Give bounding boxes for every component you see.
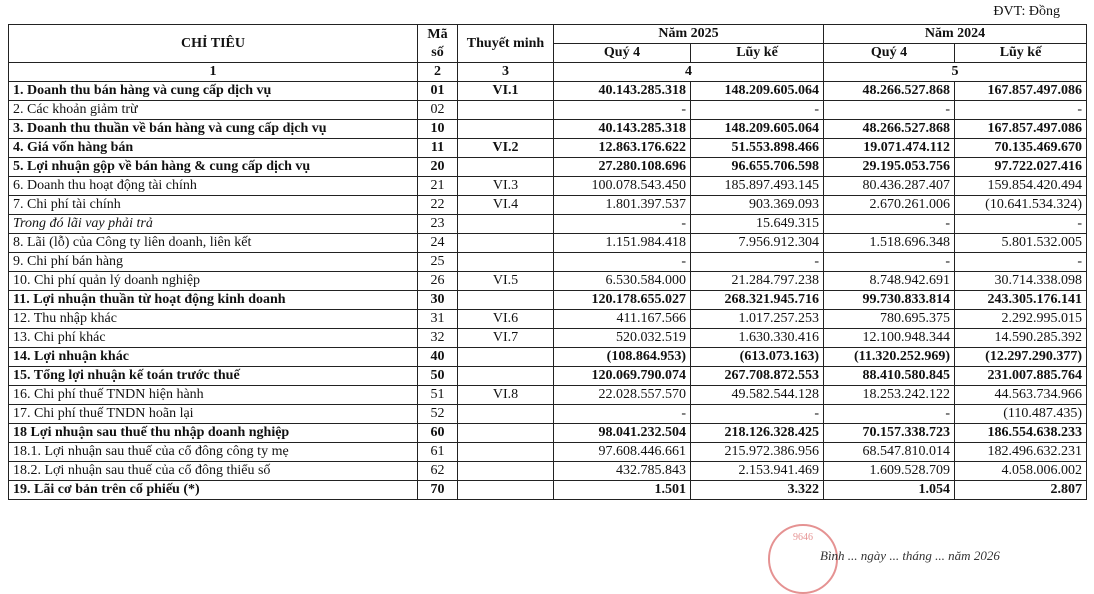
row-label: 6. Doanh thu hoạt động tài chính bbox=[9, 177, 418, 196]
row-lk-2025: 51.553.898.466 bbox=[691, 139, 824, 158]
table-row bbox=[9, 234, 1087, 253]
row-q4-2024: 8.748.942.691 bbox=[824, 272, 955, 291]
row-note bbox=[458, 291, 554, 310]
row-lk-2025: 49.582.544.128 bbox=[691, 386, 824, 405]
table-row bbox=[9, 272, 1087, 291]
row-lk-2025: 903.369.093 bbox=[691, 196, 824, 215]
row-label: 14. Lợi nhuận khác bbox=[9, 348, 418, 367]
row-note bbox=[458, 443, 554, 462]
row-q4-2025: - bbox=[554, 253, 691, 272]
row-code: 01 bbox=[418, 82, 458, 101]
row-lk-2025: 96.655.706.598 bbox=[691, 158, 824, 177]
row-lk-2025: 218.126.328.425 bbox=[691, 424, 824, 443]
row-label: 15. Tổng lợi nhuận kế toán trước thuế bbox=[9, 367, 418, 386]
row-q4-2024: 48.266.527.868 bbox=[824, 120, 955, 139]
row-code: 11 bbox=[418, 139, 458, 158]
row-q4-2024: 18.253.242.122 bbox=[824, 386, 955, 405]
row-note: VI.1 bbox=[458, 82, 554, 101]
row-label: 10. Chi phí quản lý doanh nghiệp bbox=[9, 272, 418, 291]
row-label: 7. Chi phí tài chính bbox=[9, 196, 418, 215]
row-lk-2024: - bbox=[955, 215, 1087, 234]
row-lk-2025: 21.284.797.238 bbox=[691, 272, 824, 291]
row-code: 51 bbox=[418, 386, 458, 405]
index-col-4: 4 bbox=[554, 63, 824, 82]
index-col-1: 1 bbox=[9, 63, 418, 82]
row-lk-2025: 148.209.605.064 bbox=[691, 120, 824, 139]
row-note: VI.7 bbox=[458, 329, 554, 348]
row-lk-2024: - bbox=[955, 101, 1087, 120]
row-q4-2025: 120.069.790.074 bbox=[554, 367, 691, 386]
index-col-3: 3 bbox=[458, 63, 554, 82]
table-header bbox=[9, 25, 1087, 82]
row-lk-2024: 167.857.497.086 bbox=[955, 82, 1087, 101]
row-note: VI.6 bbox=[458, 310, 554, 329]
table-row bbox=[9, 329, 1087, 348]
row-note bbox=[458, 215, 554, 234]
row-code: 62 bbox=[418, 462, 458, 481]
row-q4-2024: 1.054 bbox=[824, 481, 955, 500]
row-code: 50 bbox=[418, 367, 458, 386]
row-q4-2025: 520.032.519 bbox=[554, 329, 691, 348]
row-label: Trong đó lãi vay phải trả bbox=[9, 215, 418, 234]
row-q4-2024: - bbox=[824, 405, 955, 424]
row-note bbox=[458, 101, 554, 120]
row-label: 1. Doanh thu bán hàng và cung cấp dịch vụ bbox=[9, 82, 418, 101]
table-row bbox=[9, 405, 1087, 424]
row-code: 60 bbox=[418, 424, 458, 443]
unit-label: ĐVT: Đồng bbox=[993, 4, 1060, 19]
row-lk-2025: 267.708.872.553 bbox=[691, 367, 824, 386]
row-note bbox=[458, 481, 554, 500]
table-row bbox=[9, 215, 1087, 234]
row-lk-2025: (613.073.163) bbox=[691, 348, 824, 367]
row-lk-2024: 30.714.338.098 bbox=[955, 272, 1087, 291]
row-q4-2025: 1.801.397.537 bbox=[554, 196, 691, 215]
row-code: 52 bbox=[418, 405, 458, 424]
row-q4-2024: 29.195.053.756 bbox=[824, 158, 955, 177]
row-note: VI.3 bbox=[458, 177, 554, 196]
row-lk-2024: 167.857.497.086 bbox=[955, 120, 1087, 139]
row-code: 31 bbox=[418, 310, 458, 329]
row-code: 70 bbox=[418, 481, 458, 500]
row-q4-2024: 780.695.375 bbox=[824, 310, 955, 329]
row-code: 21 bbox=[418, 177, 458, 196]
header-ma-so-line1: Mã bbox=[427, 26, 448, 42]
table-row bbox=[9, 139, 1087, 158]
row-lk-2024: (110.487.435) bbox=[955, 405, 1087, 424]
table-row bbox=[9, 348, 1087, 367]
row-q4-2025: 1.151.984.418 bbox=[554, 234, 691, 253]
table-row bbox=[9, 120, 1087, 139]
row-q4-2025: - bbox=[554, 405, 691, 424]
row-q4-2024: 88.410.580.845 bbox=[824, 367, 955, 386]
row-q4-2024: 1.518.696.348 bbox=[824, 234, 955, 253]
row-note bbox=[458, 120, 554, 139]
row-lk-2024: 231.007.885.764 bbox=[955, 367, 1087, 386]
row-q4-2025: - bbox=[554, 215, 691, 234]
row-code: 40 bbox=[418, 348, 458, 367]
row-lk-2024: 186.554.638.233 bbox=[955, 424, 1087, 443]
table-row bbox=[9, 462, 1087, 481]
row-q4-2024: 70.157.338.723 bbox=[824, 424, 955, 443]
row-lk-2025: - bbox=[691, 253, 824, 272]
header-q4-2024: Quý 4 bbox=[824, 44, 955, 63]
row-note bbox=[458, 462, 554, 481]
header-year-2024: Năm 2024 bbox=[824, 25, 1087, 44]
header-chi-tieu: CHỈ TIÊU bbox=[9, 25, 418, 63]
seal-text: 9646 bbox=[793, 532, 813, 543]
row-lk-2024: 4.058.006.002 bbox=[955, 462, 1087, 481]
row-note bbox=[458, 253, 554, 272]
row-label: 18 Lợi nhuận sau thuế thu nhập doanh nghiệp bbox=[9, 424, 418, 443]
row-label: 13. Chi phí khác bbox=[9, 329, 418, 348]
row-lk-2025: 215.972.386.956 bbox=[691, 443, 824, 462]
index-col-5: 5 bbox=[824, 63, 1087, 82]
row-q4-2024: 1.609.528.709 bbox=[824, 462, 955, 481]
row-label: 9. Chi phí bán hàng bbox=[9, 253, 418, 272]
row-label: 3. Doanh thu thuần về bán hàng và cung cấp dịch vụ bbox=[9, 120, 418, 139]
row-lk-2025: 7.956.912.304 bbox=[691, 234, 824, 253]
row-lk-2025: 3.322 bbox=[691, 481, 824, 500]
row-code: 23 bbox=[418, 215, 458, 234]
row-q4-2024: 80.436.287.407 bbox=[824, 177, 955, 196]
row-q4-2025: 432.785.843 bbox=[554, 462, 691, 481]
row-lk-2024: 14.590.285.392 bbox=[955, 329, 1087, 348]
row-code: 26 bbox=[418, 272, 458, 291]
row-code: 20 bbox=[418, 158, 458, 177]
table-row bbox=[9, 310, 1087, 329]
row-q4-2024: 48.266.527.868 bbox=[824, 82, 955, 101]
row-lk-2024: 70.135.469.670 bbox=[955, 139, 1087, 158]
row-q4-2024: 99.730.833.814 bbox=[824, 291, 955, 310]
table-row bbox=[9, 443, 1087, 462]
row-q4-2025: - bbox=[554, 101, 691, 120]
row-note: VI.4 bbox=[458, 196, 554, 215]
row-code: 02 bbox=[418, 101, 458, 120]
row-q4-2025: 22.028.557.570 bbox=[554, 386, 691, 405]
row-lk-2024: - bbox=[955, 253, 1087, 272]
row-lk-2024: (10.641.534.324) bbox=[955, 196, 1087, 215]
row-q4-2024: 68.547.810.014 bbox=[824, 443, 955, 462]
row-lk-2025: 1.017.257.253 bbox=[691, 310, 824, 329]
row-q4-2025: 100.078.543.450 bbox=[554, 177, 691, 196]
index-col-2: 2 bbox=[418, 63, 458, 82]
row-lk-2024: 44.563.734.966 bbox=[955, 386, 1087, 405]
header-ma-so-line2: số bbox=[431, 44, 444, 60]
row-q4-2024: 19.071.474.112 bbox=[824, 139, 955, 158]
row-label: 2. Các khoản giảm trừ bbox=[9, 101, 418, 120]
row-code: 25 bbox=[418, 253, 458, 272]
row-lk-2024: 159.854.420.494 bbox=[955, 177, 1087, 196]
row-code: 24 bbox=[418, 234, 458, 253]
table-row bbox=[9, 196, 1087, 215]
row-q4-2024: 12.100.948.344 bbox=[824, 329, 955, 348]
row-code: 32 bbox=[418, 329, 458, 348]
header-lk-2024: Lũy kế bbox=[955, 44, 1087, 63]
row-q4-2024: - bbox=[824, 101, 955, 120]
table-row bbox=[9, 291, 1087, 310]
row-lk-2024: 243.305.176.141 bbox=[955, 291, 1087, 310]
row-lk-2025: 268.321.945.716 bbox=[691, 291, 824, 310]
row-q4-2025: 27.280.108.696 bbox=[554, 158, 691, 177]
row-code: 22 bbox=[418, 196, 458, 215]
row-note: VI.8 bbox=[458, 386, 554, 405]
row-q4-2024: 2.670.261.006 bbox=[824, 196, 955, 215]
row-lk-2025: 1.630.330.416 bbox=[691, 329, 824, 348]
table-row bbox=[9, 367, 1087, 386]
row-note bbox=[458, 405, 554, 424]
row-q4-2025: 12.863.176.622 bbox=[554, 139, 691, 158]
row-lk-2024: 182.496.632.231 bbox=[955, 443, 1087, 462]
table-row bbox=[9, 101, 1087, 120]
row-note: VI.2 bbox=[458, 139, 554, 158]
row-label: 17. Chi phí thuế TNDN hoãn lại bbox=[9, 405, 418, 424]
table-body bbox=[9, 82, 1087, 500]
row-lk-2025: - bbox=[691, 101, 824, 120]
row-note: VI.5 bbox=[458, 272, 554, 291]
row-lk-2024: 5.801.532.005 bbox=[955, 234, 1087, 253]
row-lk-2025: - bbox=[691, 405, 824, 424]
row-label: 12. Thu nhập khác bbox=[9, 310, 418, 329]
table-row bbox=[9, 424, 1087, 443]
row-note bbox=[458, 348, 554, 367]
row-q4-2025: 97.608.446.661 bbox=[554, 443, 691, 462]
row-lk-2025: 148.209.605.064 bbox=[691, 82, 824, 101]
row-q4-2025: 98.041.232.504 bbox=[554, 424, 691, 443]
table-row bbox=[9, 481, 1087, 500]
signature-date-note: Bình ... ngày ... tháng ... năm 2026 bbox=[820, 548, 1000, 563]
table-row bbox=[9, 82, 1087, 101]
row-lk-2024: 2.292.995.015 bbox=[955, 310, 1087, 329]
row-label: 16. Chi phí thuế TNDN hiện hành bbox=[9, 386, 418, 405]
row-q4-2025: 411.167.566 bbox=[554, 310, 691, 329]
row-note bbox=[458, 234, 554, 253]
row-lk-2024: (12.297.290.377) bbox=[955, 348, 1087, 367]
row-q4-2025: 40.143.285.318 bbox=[554, 82, 691, 101]
row-lk-2024: 97.722.027.416 bbox=[955, 158, 1087, 177]
table-row bbox=[9, 386, 1087, 405]
row-lk-2025: 2.153.941.469 bbox=[691, 462, 824, 481]
table-row bbox=[9, 253, 1087, 272]
row-label: 4. Giá vốn hàng bán bbox=[9, 139, 418, 158]
row-q4-2025: (108.864.953) bbox=[554, 348, 691, 367]
row-note bbox=[458, 158, 554, 177]
row-q4-2025: 1.501 bbox=[554, 481, 691, 500]
row-q4-2024: - bbox=[824, 253, 955, 272]
row-label: 19. Lãi cơ bản trên cổ phiếu (*) bbox=[9, 481, 418, 500]
table-row bbox=[9, 177, 1087, 196]
row-label: 11. Lợi nhuận thuần từ hoạt động kinh doanh bbox=[9, 291, 418, 310]
income-statement-table bbox=[8, 24, 1087, 500]
row-note bbox=[458, 424, 554, 443]
row-q4-2025: 40.143.285.318 bbox=[554, 120, 691, 139]
header-year-2025: Năm 2025 bbox=[554, 25, 824, 44]
row-lk-2025: 15.649.315 bbox=[691, 215, 824, 234]
row-q4-2025: 6.530.584.000 bbox=[554, 272, 691, 291]
row-code: 61 bbox=[418, 443, 458, 462]
header-lk-2025: Lũy kế bbox=[691, 44, 824, 63]
row-note bbox=[458, 367, 554, 386]
header-thuyet-minh: Thuyết minh bbox=[458, 25, 554, 63]
row-label: 18.1. Lợi nhuận sau thuế của cổ đông công ty mẹ bbox=[9, 443, 418, 462]
row-code: 30 bbox=[418, 291, 458, 310]
row-q4-2024: - bbox=[824, 215, 955, 234]
row-lk-2025: 185.897.493.145 bbox=[691, 177, 824, 196]
table-row bbox=[9, 158, 1087, 177]
row-label: 5. Lợi nhuận gộp về bán hàng & cung cấp dịch vụ bbox=[9, 158, 418, 177]
row-label: 18.2. Lợi nhuận sau thuế của cổ đông thiểu số bbox=[9, 462, 418, 481]
row-q4-2024: (11.320.252.969) bbox=[824, 348, 955, 367]
row-code: 10 bbox=[418, 120, 458, 139]
header-q4-2025: Quý 4 bbox=[554, 44, 691, 63]
header-ma-so bbox=[418, 25, 458, 63]
row-q4-2025: 120.178.655.027 bbox=[554, 291, 691, 310]
row-lk-2024: 2.807 bbox=[955, 481, 1087, 500]
row-label: 8. Lãi (lỗ) của Công ty liên doanh, liên kết bbox=[9, 234, 418, 253]
